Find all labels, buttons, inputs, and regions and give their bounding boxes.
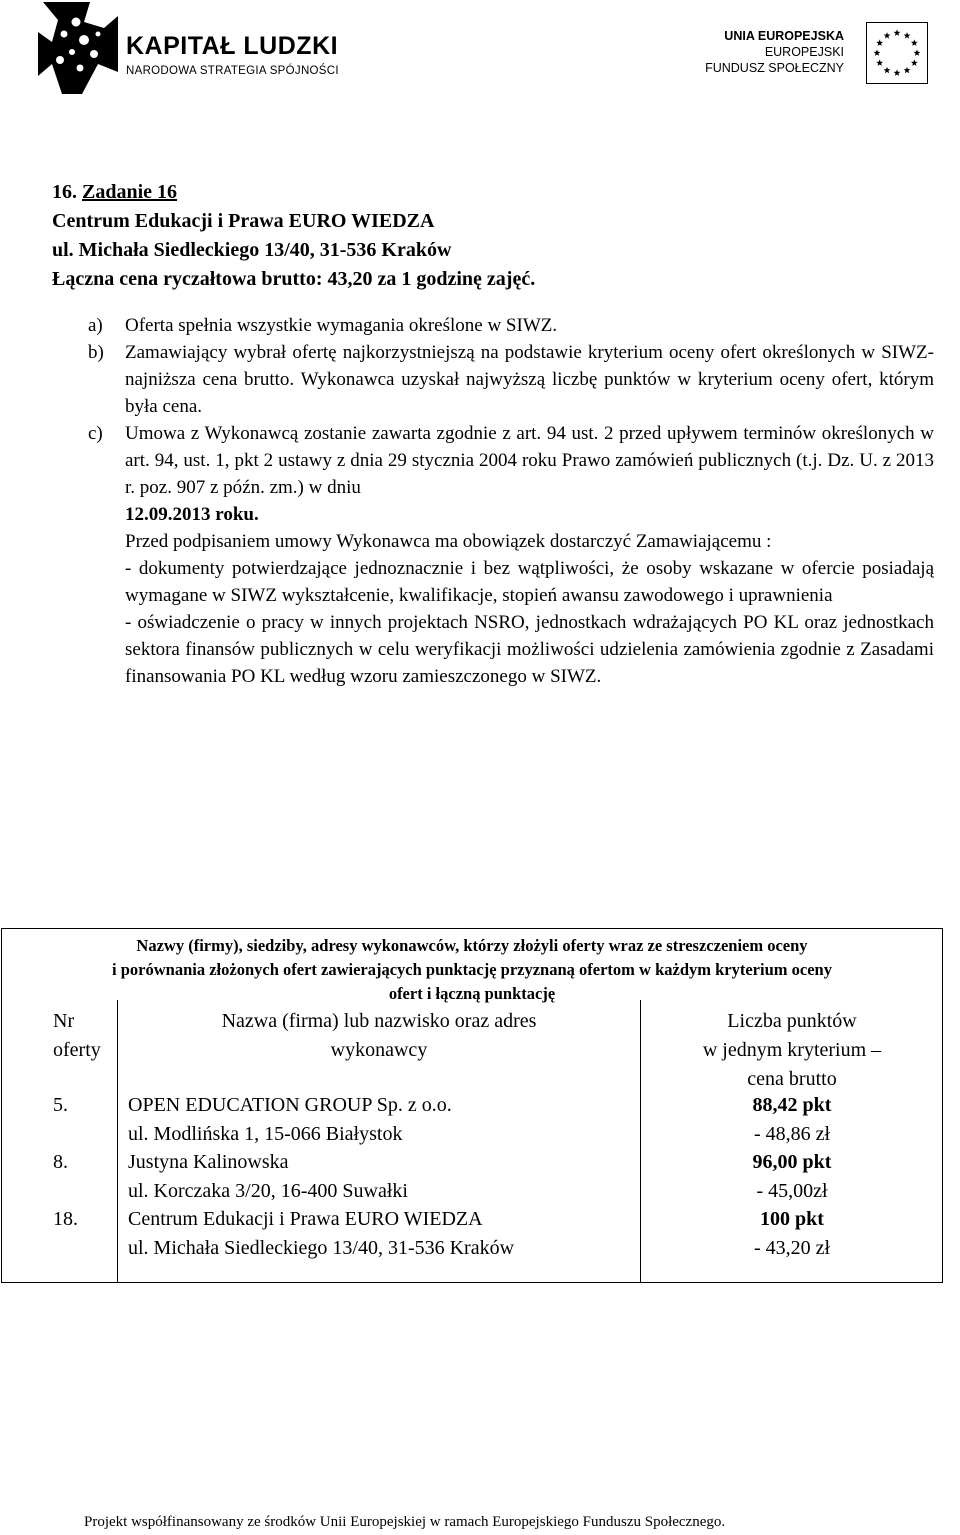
kapital-ludzki-logo: [38, 2, 338, 94]
table-caption-line: i porównania złożonych ofert zawierających punktację przyznaną ofertom w każdym kryterium oceny: [112, 960, 832, 979]
task-number: 16.: [52, 181, 77, 203]
row-points: 100 pkt: [760, 1208, 824, 1230]
task-title-text: Zadanie 16: [82, 181, 178, 203]
task-heading: [52, 178, 922, 294]
header-name-line: wykonawcy: [330, 1039, 428, 1061]
row-price: - 48,86 zł: [753, 1123, 831, 1145]
total-price: Łączna cena ryczałtowa brutto: 43,20 za 1 godzinę zajęć.: [52, 268, 536, 290]
header-nr-line: oferty: [53, 1039, 101, 1061]
offers-table: [1, 928, 943, 1283]
contractor-address: ul. Michała Siedleckiego 13/40, 31-536 Kraków: [52, 239, 452, 261]
row-score: [641, 1205, 943, 1263]
row-nr: 5.: [53, 1094, 68, 1116]
item-text: Umowa z Wykonawcą zostanie zawarta zgodnie z art. 94 ust. 2 przed upływem terminów określonych w art. 94, ust. 1, pkt 2 ustawy z dnia 29 stycznia 2004 roku Prawo zamówień publicznych (t.j. Dz. U. z 2013 r. poz. 907 z późn. zm.) w dniu: [125, 423, 934, 498]
row-points: 88,42 pkt: [752, 1094, 832, 1116]
kl-logo-subtitle: NARODOWA STRATEGIA SPÓJNOŚCI: [126, 65, 339, 77]
list-item: [88, 339, 934, 420]
list-item: [88, 312, 934, 339]
row-address: ul. Modlińska 1, 15-066 Białystok: [128, 1123, 403, 1145]
list-item: [88, 420, 934, 528]
table-caption-line: Nazwy (firmy), siedziby, adresy wykonawców, którzy złożyli oferty wraz ze streszczeniem oceny: [136, 936, 808, 955]
item-text: Oferta spełnia wszystkie wymagania określone w SIWZ.: [125, 315, 558, 336]
header-nr-line: Nr: [53, 1010, 75, 1032]
note-documents: - dokumenty potwierdzające jednoznacznie i bez wątpliwości, że osoby wskazane w ofercie posiadają wymagane w SIWZ wykształcenie, kwalifikacje, stopień awansu zawodowego i uprawnienia: [125, 558, 934, 606]
eu-logo-line3: FUNDUSZ SPOŁECZNY: [705, 61, 844, 75]
header-name-line: Nazwa (firma) lub nazwisko oraz adres: [221, 1010, 537, 1032]
eu-efs-logo: [705, 22, 928, 82]
contractor-name: Centrum Edukacji i Prawa EURO WIEDZA: [52, 210, 435, 232]
header-points: [641, 1007, 943, 1094]
row-address: ul. Michała Siedleckiego 13/40, 31-536 Kraków: [128, 1237, 515, 1259]
page-header: [0, 0, 960, 100]
table-caption-line: ofert i łączną punktację: [388, 984, 556, 1003]
row-name: Justyna Kalinowska: [128, 1151, 289, 1173]
table-row: [128, 1205, 514, 1263]
header-points-line: Liczba punktów: [727, 1010, 857, 1032]
eu-logo-line2: EUROPEJSKI: [764, 45, 844, 59]
header-nr: [53, 1007, 101, 1065]
note-intro: Przed podpisaniem umowy Wykonawca ma obowiązek dostarczyć Zamawiającemu :: [125, 531, 772, 552]
row-score: [641, 1091, 943, 1149]
eu-logo-line1: UNIA EUROPEJSKA: [724, 29, 844, 43]
row-nr: 18.: [53, 1208, 78, 1230]
decision-items: [88, 312, 934, 690]
header-points-line: w jednym kryterium –: [702, 1039, 882, 1061]
page-footer: Projekt współfinansowany ze środków Unii Europejskiej w ramach Europejskiego Funduszu Społecznego.: [84, 1514, 726, 1530]
header-name: [118, 1007, 640, 1065]
note-statement: - oświadczenie o pracy w innych projektach NSRO, jednostkach wdrażających PO KL oraz jednostkach sektora finansów publicznych w celu weryfikacji możliwości udzielenia zamówienia zgodnie z Zasadami finansowania PO KL według wzoru zamieszczonego w SIWZ.: [125, 612, 934, 687]
row-points: 96,00 pkt: [752, 1151, 832, 1173]
contract-date: 12.09.2013 roku.: [125, 504, 259, 525]
task-title: [52, 178, 922, 207]
table-row: [128, 1091, 452, 1149]
row-score: [641, 1148, 943, 1206]
row-price: - 43,20 zł: [753, 1237, 831, 1259]
table-row: [128, 1148, 408, 1206]
item-label: c): [88, 423, 103, 444]
header-points-line: cena brutto: [747, 1068, 837, 1090]
table-caption: [2, 929, 942, 1006]
row-name: Centrum Edukacji i Prawa EURO WIEDZA: [128, 1208, 483, 1230]
row-nr: 8.: [53, 1151, 68, 1173]
item-text: Zamawiający wybrał ofertę najkorzystniejszą na podstawie kryterium oceny ofert określonych w SIWZ- najniższa cena brutto. Wykonawca uzyskał najwyższą liczbę punktów w kryterium oceny ofert, którym była cena.: [125, 342, 934, 417]
kl-logo-title: KAPITAŁ LUDZKI: [126, 32, 339, 60]
row-price: - 45,00zł: [756, 1180, 828, 1202]
row-name: OPEN EDUCATION GROUP Sp. z o.o.: [128, 1094, 452, 1116]
item-label: b): [88, 342, 104, 363]
item-label: a): [88, 315, 103, 336]
row-address: ul. Korczaka 3/20, 16-400 Suwałki: [128, 1180, 408, 1202]
kapital-ludzki-emblem-icon: [38, 2, 118, 94]
eu-stars-flag-icon: [866, 22, 928, 84]
eu-logo-text: [705, 28, 844, 76]
